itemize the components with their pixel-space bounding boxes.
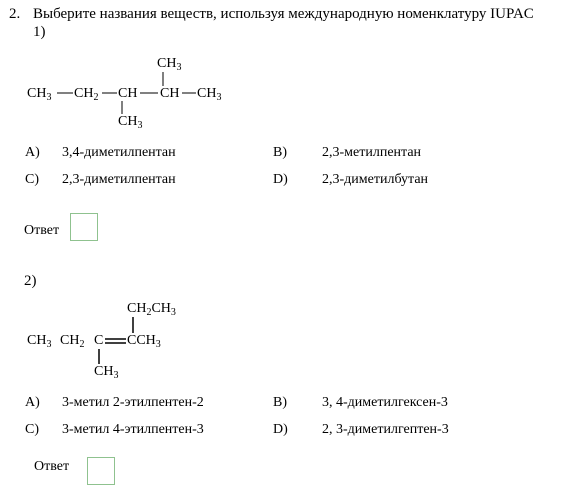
q2-option-b-text: 3, 4-диметилгексен-3 — [322, 395, 448, 410]
question-1-label: 1) — [33, 24, 46, 40]
formula-2-ch2: $CH_2$ — [60, 333, 85, 350]
q2-option-b-letter: B) — [273, 395, 287, 410]
question-2-label: 2) — [24, 273, 37, 289]
q2-option-a-letter: A) — [25, 395, 40, 410]
formula-1-ch-a: CH — [118, 86, 138, 101]
formula-1-ch3-left: $CH_3$ — [27, 86, 52, 103]
formula-2-ethyl: $CH_2CH_3$ — [127, 301, 176, 318]
q2-option-c-text: 3-метил 4-этилпентен-3 — [62, 422, 204, 437]
formula-2-c: C — [94, 333, 104, 348]
formula-1-ch3-right: $CH_3$ — [197, 86, 222, 103]
formula-2-bottom-methyl: $CH_3$ — [94, 364, 119, 381]
q1-option-b-letter: B) — [273, 145, 287, 160]
q1-option-b-text: 2,3-метилпентан — [322, 145, 422, 160]
q2-option-a-text: 3-метил 2-этилпентен-2 — [62, 395, 204, 410]
formula-1-bottom-methyl: $CH_3$ — [118, 114, 143, 131]
formula-1-ch-b: CH — [160, 86, 180, 101]
q1-option-d-letter: D) — [273, 172, 288, 187]
formula-1-ch2: $CH_2$ — [74, 86, 99, 103]
formula-2-ch3: $CH_3$ — [27, 333, 52, 350]
instruction-text: Выберите названия веществ, используя международную номенклатуру IUPAC — [33, 6, 534, 22]
q1-option-a-letter: A) — [25, 145, 40, 160]
q1-option-c-letter: C) — [25, 172, 39, 187]
q2-option-c-letter: C) — [25, 422, 39, 437]
formula-2-cch3: $CCH_3$ — [127, 333, 161, 350]
q2-option-d-letter: D) — [273, 422, 288, 437]
q1-option-d-text: 2,3-диметилбутан — [322, 172, 429, 187]
formula-1-top-methyl: $CH_3$ — [157, 56, 182, 73]
q1-answer-label: Ответ — [24, 223, 60, 238]
q2-answer-label: Ответ — [34, 459, 70, 474]
q2-answer-box[interactable] — [87, 457, 115, 485]
q2-option-d-text: 2, 3-диметилгептен-3 — [322, 422, 449, 437]
q1-option-c-text: 2,3-диметилпентан — [62, 172, 176, 187]
question-number: 2. — [9, 6, 21, 22]
q1-option-a-text: 3,4-диметилпентан — [62, 145, 176, 160]
